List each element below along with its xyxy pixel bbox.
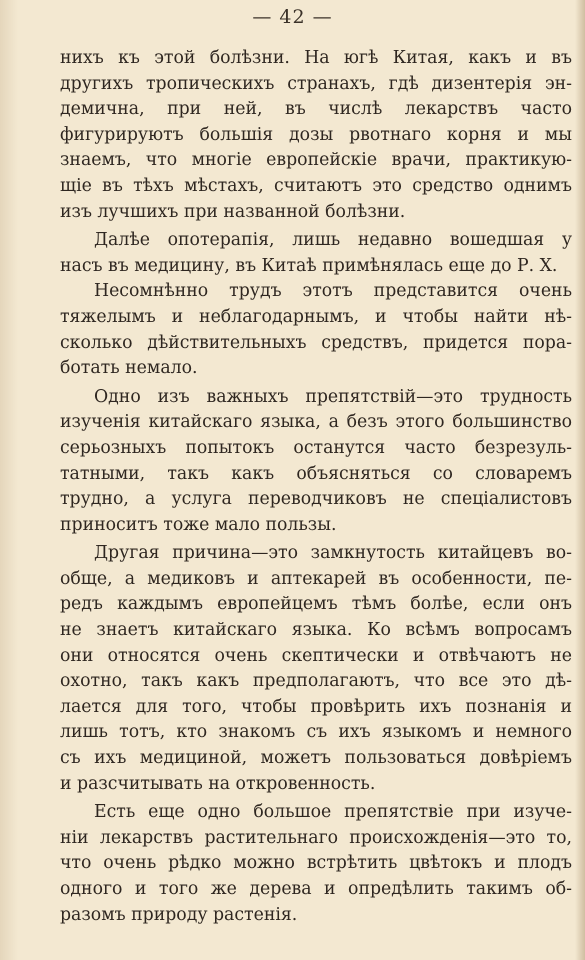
text-line: они относятся очень скептически и отвѣчаютъ не <box>60 645 572 666</box>
text-line: не знаетъ китайскаго языка. Ко всѣмъ вопросамъ <box>60 620 572 641</box>
text-line: знаемъ, что многіе европейскіе врачи, практикую- <box>60 150 572 171</box>
text-line: Несомнѣнно трудъ этотъ представится очень <box>94 281 572 302</box>
text-line: лается для того, чтобы провѣрить ихъ познанія и <box>60 696 572 717</box>
text-line: одного и того же дерева и опредѣлить такимъ об- <box>60 879 572 899</box>
text-line: съ ихъ медициной, можетъ пользоваться довѣріемъ <box>60 748 572 769</box>
text-line: охотно, такъ какъ предполагаютъ, что все это дѣ- <box>60 671 572 692</box>
text-line: татными, такъ какъ объясняться со словаремъ <box>60 463 572 484</box>
text-line: нихъ къ этой болѣзни. На югѣ Китая, какъ и въ <box>60 48 572 68</box>
text-line: Есть еще одно большое препятствіе при изуче- <box>94 802 572 823</box>
text-line: Другая причина—это замкнутость китайцевъ во- <box>94 543 572 564</box>
text-line: ботать немало. <box>60 358 198 379</box>
text-line: редъ каждымъ европейцемъ тѣмъ болѣе, если онъ <box>60 594 572 615</box>
text-line: лишь тотъ, кто знакомъ съ ихъ языкомъ и немного <box>60 722 572 743</box>
page-number: — 42 — <box>252 6 333 28</box>
text-line: трудно, а услуга переводчиковъ не спеціалистовъ <box>60 489 572 510</box>
text-line: тяжелымъ и неблагодарнымъ, и чтобы найти нѣ- <box>60 306 572 327</box>
text-line: разомъ природу растенія. <box>60 904 298 925</box>
text-line: Одно изъ важныхъ препятствій—это трудность <box>94 386 572 407</box>
paragraph <box>60 46 572 225</box>
paragraph <box>60 800 572 928</box>
text-line: демична, при ней, въ числѣ лекарствъ часто <box>60 99 572 120</box>
text-line: фигурируютъ большія дозы рвотнаго корня и мы <box>60 124 572 145</box>
paragraph <box>60 541 572 797</box>
body-text <box>60 46 572 928</box>
text-line: Далѣе опотерапія, лишь недавно вошедшая у <box>94 230 572 251</box>
text-line: сколько дѣйствительныхъ средствъ, придется пора- <box>60 332 572 353</box>
text-line: и разсчитывать на откровенность. <box>60 773 376 794</box>
text-line: насъ въ медицину, въ Китаѣ примѣнялась еще до Р. Х. <box>60 255 558 276</box>
text-line: что очень рѣдко можно встрѣтить цвѣтокъ и плодъ <box>60 853 572 874</box>
text-line: ніи лекарствъ растительнаго происхожденія—это то, <box>60 827 572 848</box>
text-line: изученія китайскаго языка, а безъ этого большинство <box>60 412 572 433</box>
text-line: изъ лучшихъ при названной болѣзни. <box>60 201 406 222</box>
text-line: другихъ тропическихъ странахъ, гдѣ дизентерія эн- <box>60 73 572 94</box>
paragraph <box>60 385 572 539</box>
paragraph <box>60 228 572 279</box>
text-line: серьозныхъ попытокъ останутся часто безрезуль- <box>60 437 572 458</box>
paragraph <box>60 279 572 381</box>
text-line: приноситъ тоже мало пользы. <box>60 514 337 535</box>
text-line: обще, а медиковъ и аптекарей въ особенности, пе- <box>60 568 572 589</box>
text-line: щіе въ тѣхъ мѣстахъ, считаютъ это средство однимъ <box>60 175 572 196</box>
